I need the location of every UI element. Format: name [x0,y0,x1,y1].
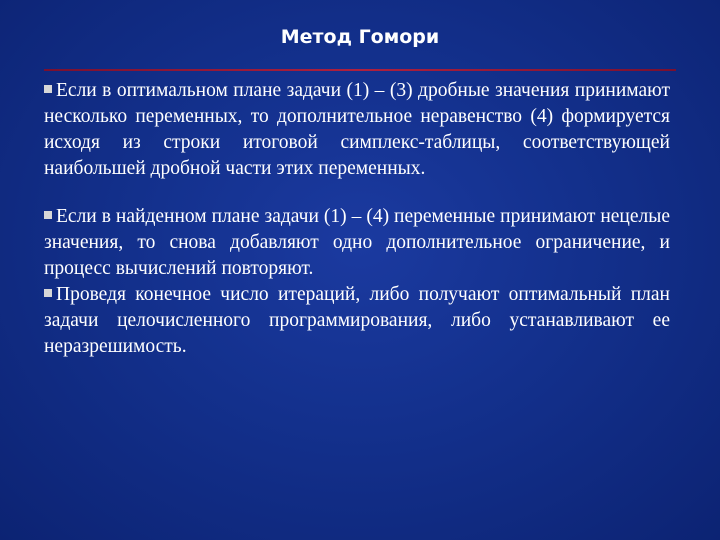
bullet-paragraph-3 [44,282,670,360]
title-divider [44,69,676,71]
paragraph-text-3: Проведя конечное число итераций, либо получают оптимальный план задачи целочисленного программирования, либо устанавливают ее неразрешимость. [44,284,670,357]
slide-title: Метод Гомори [280,26,440,48]
bullet-paragraph-2 [44,204,670,282]
paragraph-text-2: Если в найденном плане задачи (1) – (4) переменные принимают нецелые значения, то снова добавляют одно дополнительное ограничение, и процесс вычислений повторяют. [44,206,670,279]
paragraph-text-1: Если в оптимальном плане задачи (1) – (3) дробные значения принимают несколько переменных, то дополнительное неравенство (4) формируется исходя из строки итоговой симплекс-таблицы, соответствующей наибольшей дробной части этих переменных. [44,80,670,179]
slide-body [44,78,670,360]
square-bullet-icon [44,289,52,297]
bullet-paragraph-1 [44,78,670,182]
square-bullet-icon [44,211,52,219]
square-bullet-icon [44,85,52,93]
